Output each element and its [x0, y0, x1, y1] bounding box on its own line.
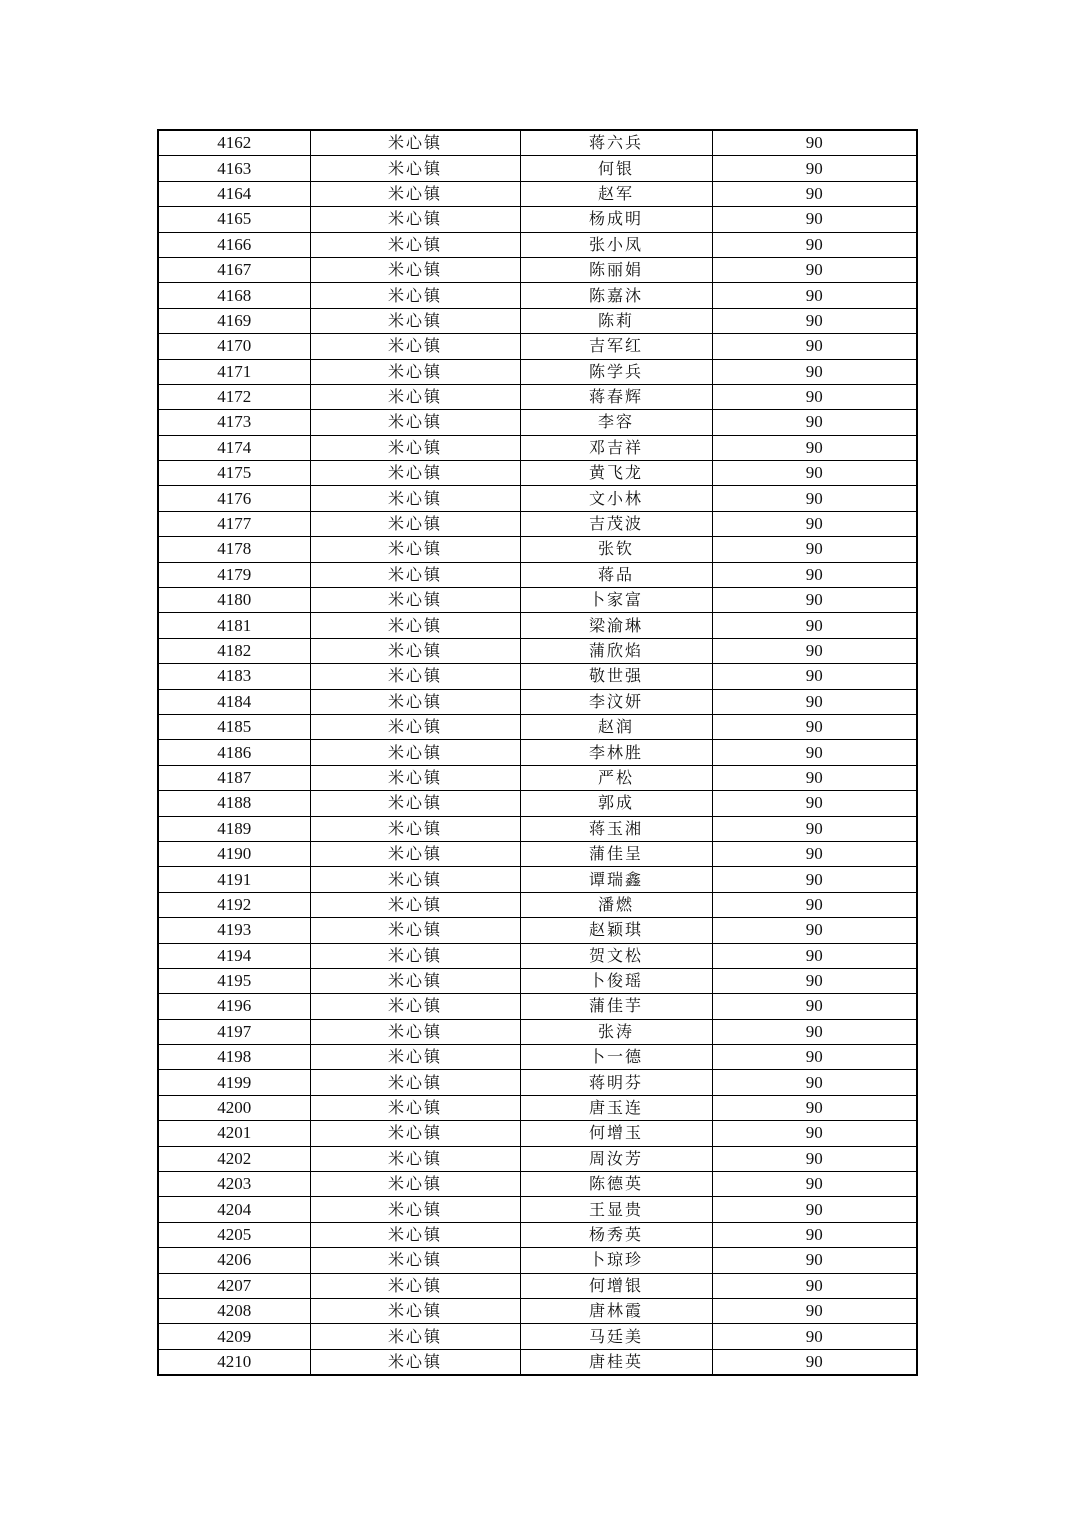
- town-cell: 米心镇: [310, 1273, 520, 1298]
- name-cell: 蒲欣焰: [520, 638, 712, 663]
- amount-cell: 90: [712, 816, 917, 841]
- id-cell: 4168: [158, 283, 310, 308]
- table-row: [158, 461, 917, 486]
- table-row: [158, 359, 917, 384]
- table-row: [158, 1248, 917, 1273]
- table-row: [158, 1349, 917, 1375]
- name-cell: 周汝芳: [520, 1146, 712, 1171]
- id-cell: 4178: [158, 537, 310, 562]
- id-cell: 4190: [158, 841, 310, 866]
- table-row: [158, 308, 917, 333]
- amount-cell: 90: [712, 1298, 917, 1323]
- id-cell: 4203: [158, 1172, 310, 1197]
- name-cell: 吉茂波: [520, 511, 712, 536]
- name-cell: 郭成: [520, 791, 712, 816]
- amount-cell: 90: [712, 1019, 917, 1044]
- town-cell: 米心镇: [310, 968, 520, 993]
- name-cell: 唐桂英: [520, 1349, 712, 1375]
- amount-cell: 90: [712, 207, 917, 232]
- name-cell: 陈德英: [520, 1172, 712, 1197]
- id-cell: 4177: [158, 511, 310, 536]
- name-cell: 李汶妍: [520, 689, 712, 714]
- id-cell: 4208: [158, 1298, 310, 1323]
- town-cell: 米心镇: [310, 892, 520, 917]
- amount-cell: 90: [712, 1045, 917, 1070]
- name-cell: 邓吉祥: [520, 435, 712, 460]
- name-cell: 王显贵: [520, 1197, 712, 1222]
- amount-cell: 90: [712, 1197, 917, 1222]
- table-row: [158, 994, 917, 1019]
- id-cell: 4205: [158, 1222, 310, 1247]
- name-cell: 唐林霞: [520, 1298, 712, 1323]
- name-cell: 卜俊瑶: [520, 968, 712, 993]
- town-cell: 米心镇: [310, 359, 520, 384]
- town-cell: 米心镇: [310, 334, 520, 359]
- id-cell: 4197: [158, 1019, 310, 1044]
- town-cell: 米心镇: [310, 588, 520, 613]
- table-row: [158, 1146, 917, 1171]
- town-cell: 米心镇: [310, 207, 520, 232]
- town-cell: 米心镇: [310, 1146, 520, 1171]
- town-cell: 米心镇: [310, 816, 520, 841]
- amount-cell: 90: [712, 334, 917, 359]
- table-row: [158, 689, 917, 714]
- name-cell: 梁渝琳: [520, 613, 712, 638]
- town-cell: 米心镇: [310, 664, 520, 689]
- id-cell: 4195: [158, 968, 310, 993]
- id-cell: 4196: [158, 994, 310, 1019]
- town-cell: 米心镇: [310, 765, 520, 790]
- town-cell: 米心镇: [310, 1045, 520, 1070]
- name-cell: 蒋明芬: [520, 1070, 712, 1095]
- id-cell: 4192: [158, 892, 310, 917]
- town-cell: 米心镇: [310, 1095, 520, 1120]
- table-row: [158, 1070, 917, 1095]
- name-cell: 贺文松: [520, 943, 712, 968]
- id-cell: 4189: [158, 816, 310, 841]
- table-row: [158, 435, 917, 460]
- id-cell: 4204: [158, 1197, 310, 1222]
- town-cell: 米心镇: [310, 740, 520, 765]
- town-cell: 米心镇: [310, 841, 520, 866]
- id-cell: 4185: [158, 714, 310, 739]
- name-cell: 李林胜: [520, 740, 712, 765]
- amount-cell: 90: [712, 1146, 917, 1171]
- town-cell: 米心镇: [310, 1172, 520, 1197]
- table-row: [158, 638, 917, 663]
- id-cell: 4194: [158, 943, 310, 968]
- town-cell: 米心镇: [310, 384, 520, 409]
- id-cell: 4182: [158, 638, 310, 663]
- town-cell: 米心镇: [310, 283, 520, 308]
- table-row: [158, 968, 917, 993]
- name-cell: 马廷美: [520, 1324, 712, 1349]
- table-row: [158, 1273, 917, 1298]
- name-cell: 文小林: [520, 486, 712, 511]
- table-row: [158, 181, 917, 206]
- table-row: [158, 714, 917, 739]
- id-cell: 4164: [158, 181, 310, 206]
- amount-cell: 90: [712, 283, 917, 308]
- table-row: [158, 841, 917, 866]
- id-cell: 4191: [158, 867, 310, 892]
- amount-cell: 90: [712, 765, 917, 790]
- table-row: [158, 816, 917, 841]
- amount-cell: 90: [712, 359, 917, 384]
- town-cell: 米心镇: [310, 867, 520, 892]
- town-cell: 米心镇: [310, 943, 520, 968]
- table-row: [158, 918, 917, 943]
- table-row: [158, 943, 917, 968]
- name-cell: 蒋春辉: [520, 384, 712, 409]
- amount-cell: 90: [712, 562, 917, 587]
- id-cell: 4165: [158, 207, 310, 232]
- name-cell: 吉军红: [520, 334, 712, 359]
- table-row: [158, 334, 917, 359]
- table-row: [158, 562, 917, 587]
- id-cell: 4175: [158, 461, 310, 486]
- name-cell: 卜家富: [520, 588, 712, 613]
- id-cell: 4169: [158, 308, 310, 333]
- amount-cell: 90: [712, 1172, 917, 1197]
- amount-cell: 90: [712, 841, 917, 866]
- name-cell: 蒲佳芋: [520, 994, 712, 1019]
- id-cell: 4166: [158, 232, 310, 257]
- town-cell: 米心镇: [310, 181, 520, 206]
- amount-cell: 90: [712, 1349, 917, 1375]
- table-row: [158, 1222, 917, 1247]
- table-row: [158, 1172, 917, 1197]
- town-cell: 米心镇: [310, 435, 520, 460]
- amount-cell: 90: [712, 943, 917, 968]
- town-cell: 米心镇: [310, 257, 520, 282]
- table-row: [158, 791, 917, 816]
- name-cell: 张钦: [520, 537, 712, 562]
- amount-cell: 90: [712, 638, 917, 663]
- amount-cell: 90: [712, 714, 917, 739]
- name-cell: 陈莉: [520, 308, 712, 333]
- id-cell: 4207: [158, 1273, 310, 1298]
- id-cell: 4180: [158, 588, 310, 613]
- name-cell: 何增玉: [520, 1121, 712, 1146]
- town-cell: 米心镇: [310, 714, 520, 739]
- table-row: [158, 1045, 917, 1070]
- table-row: [158, 232, 917, 257]
- amount-cell: 90: [712, 613, 917, 638]
- town-cell: 米心镇: [310, 1197, 520, 1222]
- town-cell: 米心镇: [310, 1121, 520, 1146]
- id-cell: 4171: [158, 359, 310, 384]
- amount-cell: 90: [712, 537, 917, 562]
- id-cell: 4201: [158, 1121, 310, 1146]
- name-cell: 蒋玉湘: [520, 816, 712, 841]
- amount-cell: 90: [712, 1070, 917, 1095]
- amount-cell: 90: [712, 486, 917, 511]
- id-cell: 4167: [158, 257, 310, 282]
- name-cell: 严松: [520, 765, 712, 790]
- id-cell: 4210: [158, 1349, 310, 1375]
- name-cell: 陈丽娟: [520, 257, 712, 282]
- id-cell: 4163: [158, 156, 310, 181]
- town-cell: 米心镇: [310, 537, 520, 562]
- name-cell: 谭瑞鑫: [520, 867, 712, 892]
- town-cell: 米心镇: [310, 689, 520, 714]
- amount-cell: 90: [712, 156, 917, 181]
- name-cell: 赵颖琪: [520, 918, 712, 943]
- table-row: [158, 664, 917, 689]
- amount-cell: 90: [712, 968, 917, 993]
- name-cell: 卜琼珍: [520, 1248, 712, 1273]
- id-cell: 4209: [158, 1324, 310, 1349]
- amount-cell: 90: [712, 1273, 917, 1298]
- amount-cell: 90: [712, 410, 917, 435]
- amount-cell: 90: [712, 435, 917, 460]
- id-cell: 4179: [158, 562, 310, 587]
- name-cell: 蒋六兵: [520, 130, 712, 156]
- id-cell: 4173: [158, 410, 310, 435]
- amount-cell: 90: [712, 588, 917, 613]
- town-cell: 米心镇: [310, 994, 520, 1019]
- town-cell: 米心镇: [310, 613, 520, 638]
- amount-cell: 90: [712, 130, 917, 156]
- amount-cell: 90: [712, 892, 917, 917]
- id-cell: 4200: [158, 1095, 310, 1120]
- amount-cell: 90: [712, 740, 917, 765]
- amount-cell: 90: [712, 232, 917, 257]
- table-row: [158, 283, 917, 308]
- town-cell: 米心镇: [310, 791, 520, 816]
- name-cell: 何增银: [520, 1273, 712, 1298]
- table-row: [158, 156, 917, 181]
- amount-cell: 90: [712, 1248, 917, 1273]
- table-row: [158, 765, 917, 790]
- id-cell: 4186: [158, 740, 310, 765]
- table-row: [158, 257, 917, 282]
- id-cell: 4162: [158, 130, 310, 156]
- id-cell: 4193: [158, 918, 310, 943]
- town-cell: 米心镇: [310, 562, 520, 587]
- name-cell: 蒋品: [520, 562, 712, 587]
- table-row: [158, 740, 917, 765]
- id-cell: 4206: [158, 1248, 310, 1273]
- id-cell: 4176: [158, 486, 310, 511]
- name-cell: 陈学兵: [520, 359, 712, 384]
- amount-cell: 90: [712, 384, 917, 409]
- id-cell: 4188: [158, 791, 310, 816]
- name-cell: 潘燃: [520, 892, 712, 917]
- table-row: [158, 537, 917, 562]
- town-cell: 米心镇: [310, 461, 520, 486]
- town-cell: 米心镇: [310, 1349, 520, 1375]
- town-cell: 米心镇: [310, 918, 520, 943]
- name-cell: 杨成明: [520, 207, 712, 232]
- table-row: [158, 892, 917, 917]
- town-cell: 米心镇: [310, 1298, 520, 1323]
- amount-cell: 90: [712, 867, 917, 892]
- amount-cell: 90: [712, 1324, 917, 1349]
- id-cell: 4202: [158, 1146, 310, 1171]
- name-cell: 蒲佳呈: [520, 841, 712, 866]
- town-cell: 米心镇: [310, 308, 520, 333]
- amount-cell: 90: [712, 689, 917, 714]
- town-cell: 米心镇: [310, 156, 520, 181]
- name-cell: 卜一德: [520, 1045, 712, 1070]
- id-cell: 4184: [158, 689, 310, 714]
- name-cell: 陈嘉沐: [520, 283, 712, 308]
- table-row: [158, 613, 917, 638]
- amount-cell: 90: [712, 918, 917, 943]
- town-cell: 米心镇: [310, 130, 520, 156]
- amount-cell: 90: [712, 791, 917, 816]
- amount-cell: 90: [712, 511, 917, 536]
- town-cell: 米心镇: [310, 486, 520, 511]
- amount-cell: 90: [712, 994, 917, 1019]
- town-cell: 米心镇: [310, 511, 520, 536]
- table-row: [158, 130, 917, 156]
- table-row: [158, 1298, 917, 1323]
- name-cell: 张涛: [520, 1019, 712, 1044]
- amount-cell: 90: [712, 257, 917, 282]
- town-cell: 米心镇: [310, 1324, 520, 1349]
- town-cell: 米心镇: [310, 1248, 520, 1273]
- town-cell: 米心镇: [310, 638, 520, 663]
- id-cell: 4187: [158, 765, 310, 790]
- name-cell: 杨秀英: [520, 1222, 712, 1247]
- table-row: [158, 1324, 917, 1349]
- id-cell: 4172: [158, 384, 310, 409]
- table-row: [158, 207, 917, 232]
- name-cell: 赵润: [520, 714, 712, 739]
- id-cell: 4183: [158, 664, 310, 689]
- name-cell: 赵军: [520, 181, 712, 206]
- town-cell: 米心镇: [310, 1222, 520, 1247]
- table-row: [158, 1095, 917, 1120]
- amount-cell: 90: [712, 1222, 917, 1247]
- name-cell: 张小凤: [520, 232, 712, 257]
- id-cell: 4174: [158, 435, 310, 460]
- amount-cell: 90: [712, 181, 917, 206]
- table-row: [158, 1121, 917, 1146]
- town-cell: 米心镇: [310, 1070, 520, 1095]
- name-cell: 唐玉连: [520, 1095, 712, 1120]
- town-cell: 米心镇: [310, 232, 520, 257]
- data-table: [157, 129, 918, 1376]
- table-body: [158, 130, 917, 1375]
- id-cell: 4170: [158, 334, 310, 359]
- town-cell: 米心镇: [310, 1019, 520, 1044]
- name-cell: 李容: [520, 410, 712, 435]
- table-row: [158, 511, 917, 536]
- name-cell: 何银: [520, 156, 712, 181]
- table-row: [158, 486, 917, 511]
- amount-cell: 90: [712, 461, 917, 486]
- amount-cell: 90: [712, 308, 917, 333]
- table-row: [158, 588, 917, 613]
- id-cell: 4181: [158, 613, 310, 638]
- table-row: [158, 1197, 917, 1222]
- amount-cell: 90: [712, 1121, 917, 1146]
- name-cell: 黄飞龙: [520, 461, 712, 486]
- amount-cell: 90: [712, 664, 917, 689]
- table-row: [158, 384, 917, 409]
- town-cell: 米心镇: [310, 410, 520, 435]
- amount-cell: 90: [712, 1095, 917, 1120]
- id-cell: 4198: [158, 1045, 310, 1070]
- id-cell: 4199: [158, 1070, 310, 1095]
- table-row: [158, 1019, 917, 1044]
- table-row: [158, 410, 917, 435]
- name-cell: 敬世强: [520, 664, 712, 689]
- table-row: [158, 867, 917, 892]
